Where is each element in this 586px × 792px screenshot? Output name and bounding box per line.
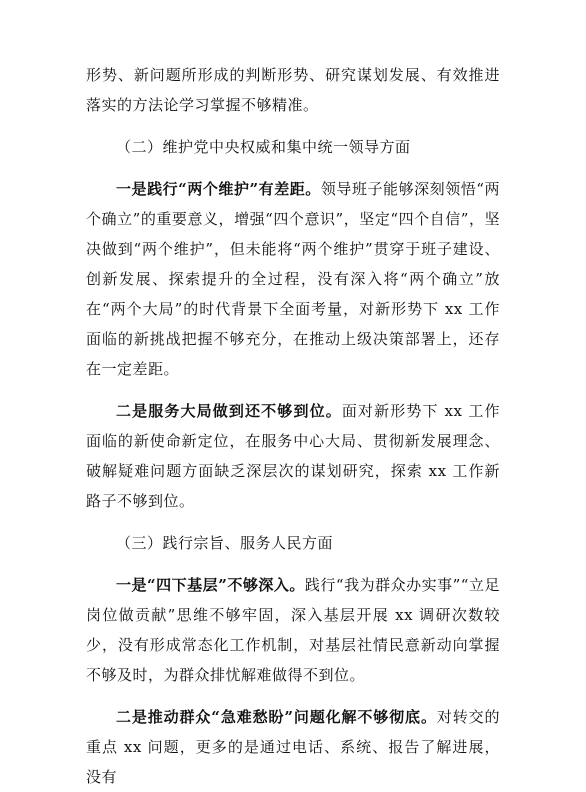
section-heading-text: （二）维护党中央权威和集中统一领导方面 (116, 138, 411, 156)
paragraph-text: 对转交的重点 xx 问题，更多的是通过电话、系统、报告了解进展，没有 (86, 708, 500, 786)
paragraph-lead: 一是“四下基层”不够深入。 (116, 576, 305, 594)
paragraph-text: 践行“我为群众办实事”“立足岗位做贡献”思维不够牢固，深入基层开展 xx 调研次数较少，没有形成常态化工作机制，对基层社情民意新动向掌握不够及时，为群众排忧解难做得不到位。 (86, 576, 500, 684)
paragraph-lead: 二是推动群众“急难愁盼”问题化解不够彻底。 (116, 708, 437, 726)
paragraph-text: 领导班子能够深刻领悟“两个确立”的重要意义，增强“四个意识”，坚定“四个自信”，坚决做到“两个维护”，但未能将“两个维护”贯穿于班子建设、创新发展、探索提升的全过程，没有深入将“两个确立”放在“两个大局”的时代背景下全面考量，对新形势下 xx 工作面临的新挑战把握不够充分，在推动上级决策部署上，还存在一定差距。 (86, 180, 500, 378)
paragraph-urgent-issues (86, 702, 500, 792)
paragraph-lead: 二是服务大局做到还不够到位。 (116, 402, 342, 420)
paragraph-lead: 一是践行“两个维护”有差距。 (116, 180, 321, 198)
paragraph-four-grassroots (86, 570, 500, 690)
document-body (86, 60, 500, 792)
paragraph-text: 面对新形势下 xx 工作面临的新使命新定位，在服务中心大局、贯彻新发展理念、破解疑难问题方面缺乏深层次的谋划研究，探索 xx 工作新路子不够到位。 (86, 402, 500, 510)
section-heading-text: （三）践行宗旨、服务人民方面 (116, 534, 334, 552)
paragraph-continuation (86, 60, 500, 120)
paragraph-serve-overall (86, 396, 500, 516)
paragraph-text: 形势、新问题所形成的判断形势、研究谋划发展、有效推进落实的方法论学习掌握不够精准。 (86, 66, 500, 114)
section-heading-2 (86, 132, 500, 162)
paragraph-two-maintenance (86, 174, 500, 384)
section-heading-3 (86, 528, 500, 558)
